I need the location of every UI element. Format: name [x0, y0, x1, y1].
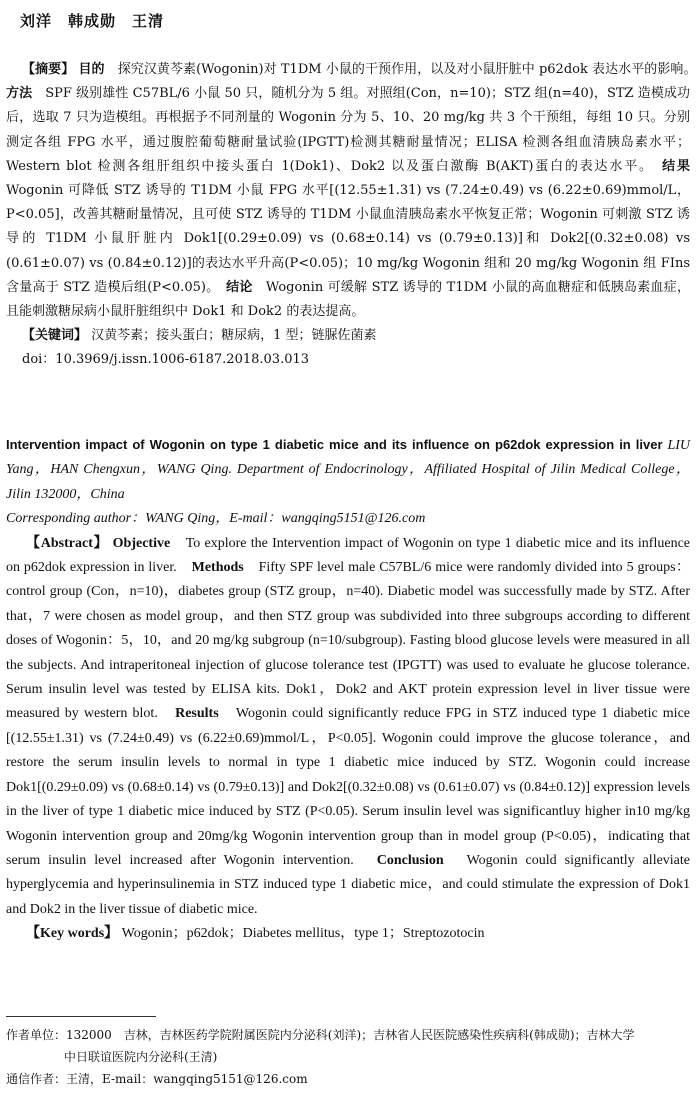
- methods-label-en: Methods: [191, 560, 244, 576]
- english-title: Intervention impact of Wogonin on type 1 diabetic mice and its influence on p62dok expression in liver: [6, 437, 663, 452]
- keywords-en: [6, 922, 690, 946]
- footnotes: [6, 1024, 694, 1090]
- english-corresponding-author: Corresponding author：WANG Qing，E-mail：wangqing5151@126.com: [6, 511, 426, 527]
- conclusion-text-cn: Wogonin 可缓解 STZ 诱导的 T1DM 小鼠的高血糖症和低胰岛素血症，且能刺激糖尿病小鼠肝脏组织中 Dok1 和 Dok2 的表达提高。: [6, 279, 690, 320]
- abstract-label-en: 【Abstract】: [26, 535, 109, 551]
- english-abstract-body: [6, 532, 690, 923]
- keywords-text-cn: 汉黄芩素；接头蛋白；糖尿病，1 型；链脲佐菌素: [91, 328, 377, 344]
- abstract-label-cn: 【摘要】: [22, 62, 75, 77]
- english-title-block: [6, 433, 690, 507]
- doi[interactable]: doi：10.3969/j.issn.1006-6187.2018.03.013: [22, 352, 310, 368]
- results-label-cn: 结果: [662, 158, 690, 174]
- results-text-en: Wogonin could significantly reduce FPG in STZ induced type 1 diabetic mice [(12.55±1.31) vs (7.24±0.49) vs (6.22±0.69)mmol/L，P<0.05]. Wogonin could improve the glucose tolerance，and restore the serum insulin levels to normal in type 1 diabetic mice induced by STZ. Wogonin could increase Dok1[(0.29±0.09) vs (0.68±0.14) vs (0.79±0.13)] and Dok2[(0.32±0.08) vs (0.61±0.07) vs (0.84±0.12)] expression levels in the liver of type 1 diabetic mice induced by STZ (P<0.05). Serum insulin level was significantluy higher in10 mg/kg Wogonin intervention group and 20mg/kg Wogonin intervention group than in model group (P<0.05)，indicating that serum insulin level increased after Wogonin intervention.: [6, 706, 691, 868]
- footnote-affiliation: 作者单位：132000 吉林，吉林医药学院附属医院内分泌科(刘洋)；吉林省人民医院感染性疾病科(韩成勋)；吉林大学: [6, 1028, 635, 1042]
- english-authors-affiliation: LIU Yang，HAN Chengxun，WANG Qing. Department of Endocrinology，Affiliated Hospital of Jilin Medical College，Jilin 132000，China: [6, 438, 690, 502]
- chinese-abstract-body: [6, 58, 690, 324]
- keywords-label-en: 【Key words】: [26, 926, 119, 942]
- authors-chinese: 刘洋 韩成勋 王清: [20, 12, 165, 30]
- methods-label-cn: 方法: [6, 86, 33, 102]
- footnote-divider: [6, 1016, 156, 1017]
- english-abstract: [6, 433, 690, 947]
- conclusion-label-cn: 结论: [226, 279, 253, 295]
- footnote-affiliation-continued: 中日联谊医院内分泌科(王清): [64, 1050, 218, 1064]
- footnote-correspondence: 通信作者：王清，E-mail：wangqing5151@126.com: [6, 1072, 308, 1086]
- objective-label-cn: 目的: [78, 62, 105, 77]
- chinese-abstract: [6, 58, 690, 373]
- conclusion-text-en: Wogonin could significantly alleviate hyperglycemia and hyperinsulinemia in STZ induced type 1 diabetic mice，and could stimulate the expression of Dok1 and Dok2 in the liver tissue of diabetic mice.: [6, 852, 691, 917]
- keywords-text-en: Wogonin；p62dok；Diabetes mellitus，type 1；Streptozotocin: [121, 926, 485, 942]
- objective-text-en: To explore the Intervention impact of Wogonin on type 1 diabetic mice and its influence on p62dok expression in liver.: [6, 535, 690, 576]
- results-label-en: Results: [175, 706, 219, 722]
- conclusion-label-en: Conclusion: [376, 852, 444, 868]
- results-text-cn: Wogonin 可降低 STZ 诱导的 T1DM 小鼠 FPG 水平[(12.55±1.31) vs (7.24±0.49) vs (6.22±0.69)mmol/L，P<0.05]，改善其糖耐量情况，且可使 STZ 诱导的 T1DM 小鼠血清胰岛素水平恢复正常；Wogonin 可刺激 STZ 诱导的 T1DM 小鼠肝脏内 Dok1[(0.29±0.09) vs (0.68±0.14) vs (0.79±0.13)]和 Dok2[(0.32±0.08) vs (0.61±0.07) vs (0.84±0.12)]的表达水平升高(P<0.05)；10 mg/kg Wogonin 组和 20 mg/kg Wogonin 组 FIns 含量高于 STZ 造模后组(P<0.05)。: [6, 183, 690, 295]
- methods-text-en: Fifty SPF level male C57BL/6 mice were randomly divided into 5 groups：control group (Con，n=10)，diabetes group (STZ group，n=40). Diabetic model was successfully made by STZ. After that，7 were chosen as model group，and then STZ group was subdivided into three subgroups according to different doses of Wogonin：5，10，and 20 mg/kg subgroup (n=10/subgroup). Fasting blood glucose levels were measured in all the subjects. And intraperitoneal injection of glucose tolerance test (IPGTT) was used to evaluate he glucose tolerance. Serum insulin level was tested by ELISA kits. Dok1，Dok2 and AKT protein expression level in liver tissue were measured by western blot.: [6, 560, 691, 722]
- keywords-cn: [6, 324, 690, 348]
- objective-text-cn: 探究汉黄芩素(Wogonin)对 T1DM 小鼠的干预作用，以及对小鼠肝脏中 p62dok 表达水平的影响。: [117, 62, 690, 77]
- keywords-label-cn: 【关键词】: [22, 328, 88, 344]
- objective-label-en: Objective: [112, 535, 171, 551]
- methods-text-cn: SPF 级别雄性 C57BL/6 小鼠 50 只，随机分为 5 组。对照组(Con，n=10)；STZ 组(n=40)，STZ 造模成功后，选取 7 只为造模组。再根据予不同剂量的 Wogonin 分为 5、10、20 mg/kg 共 3 个干预组，每组 10 只。分别测定各组 FPG 水平，通过腹腔葡萄糖耐量试验(IPGTT)检测其糖耐量情况；ELISA 检测各组血清胰岛素水平；Western blot 检测各组肝组织中接头蛋白 1(Dok1)、Dok2 以及蛋白激酶 B(AKT)蛋白的表达水平。: [6, 86, 690, 174]
